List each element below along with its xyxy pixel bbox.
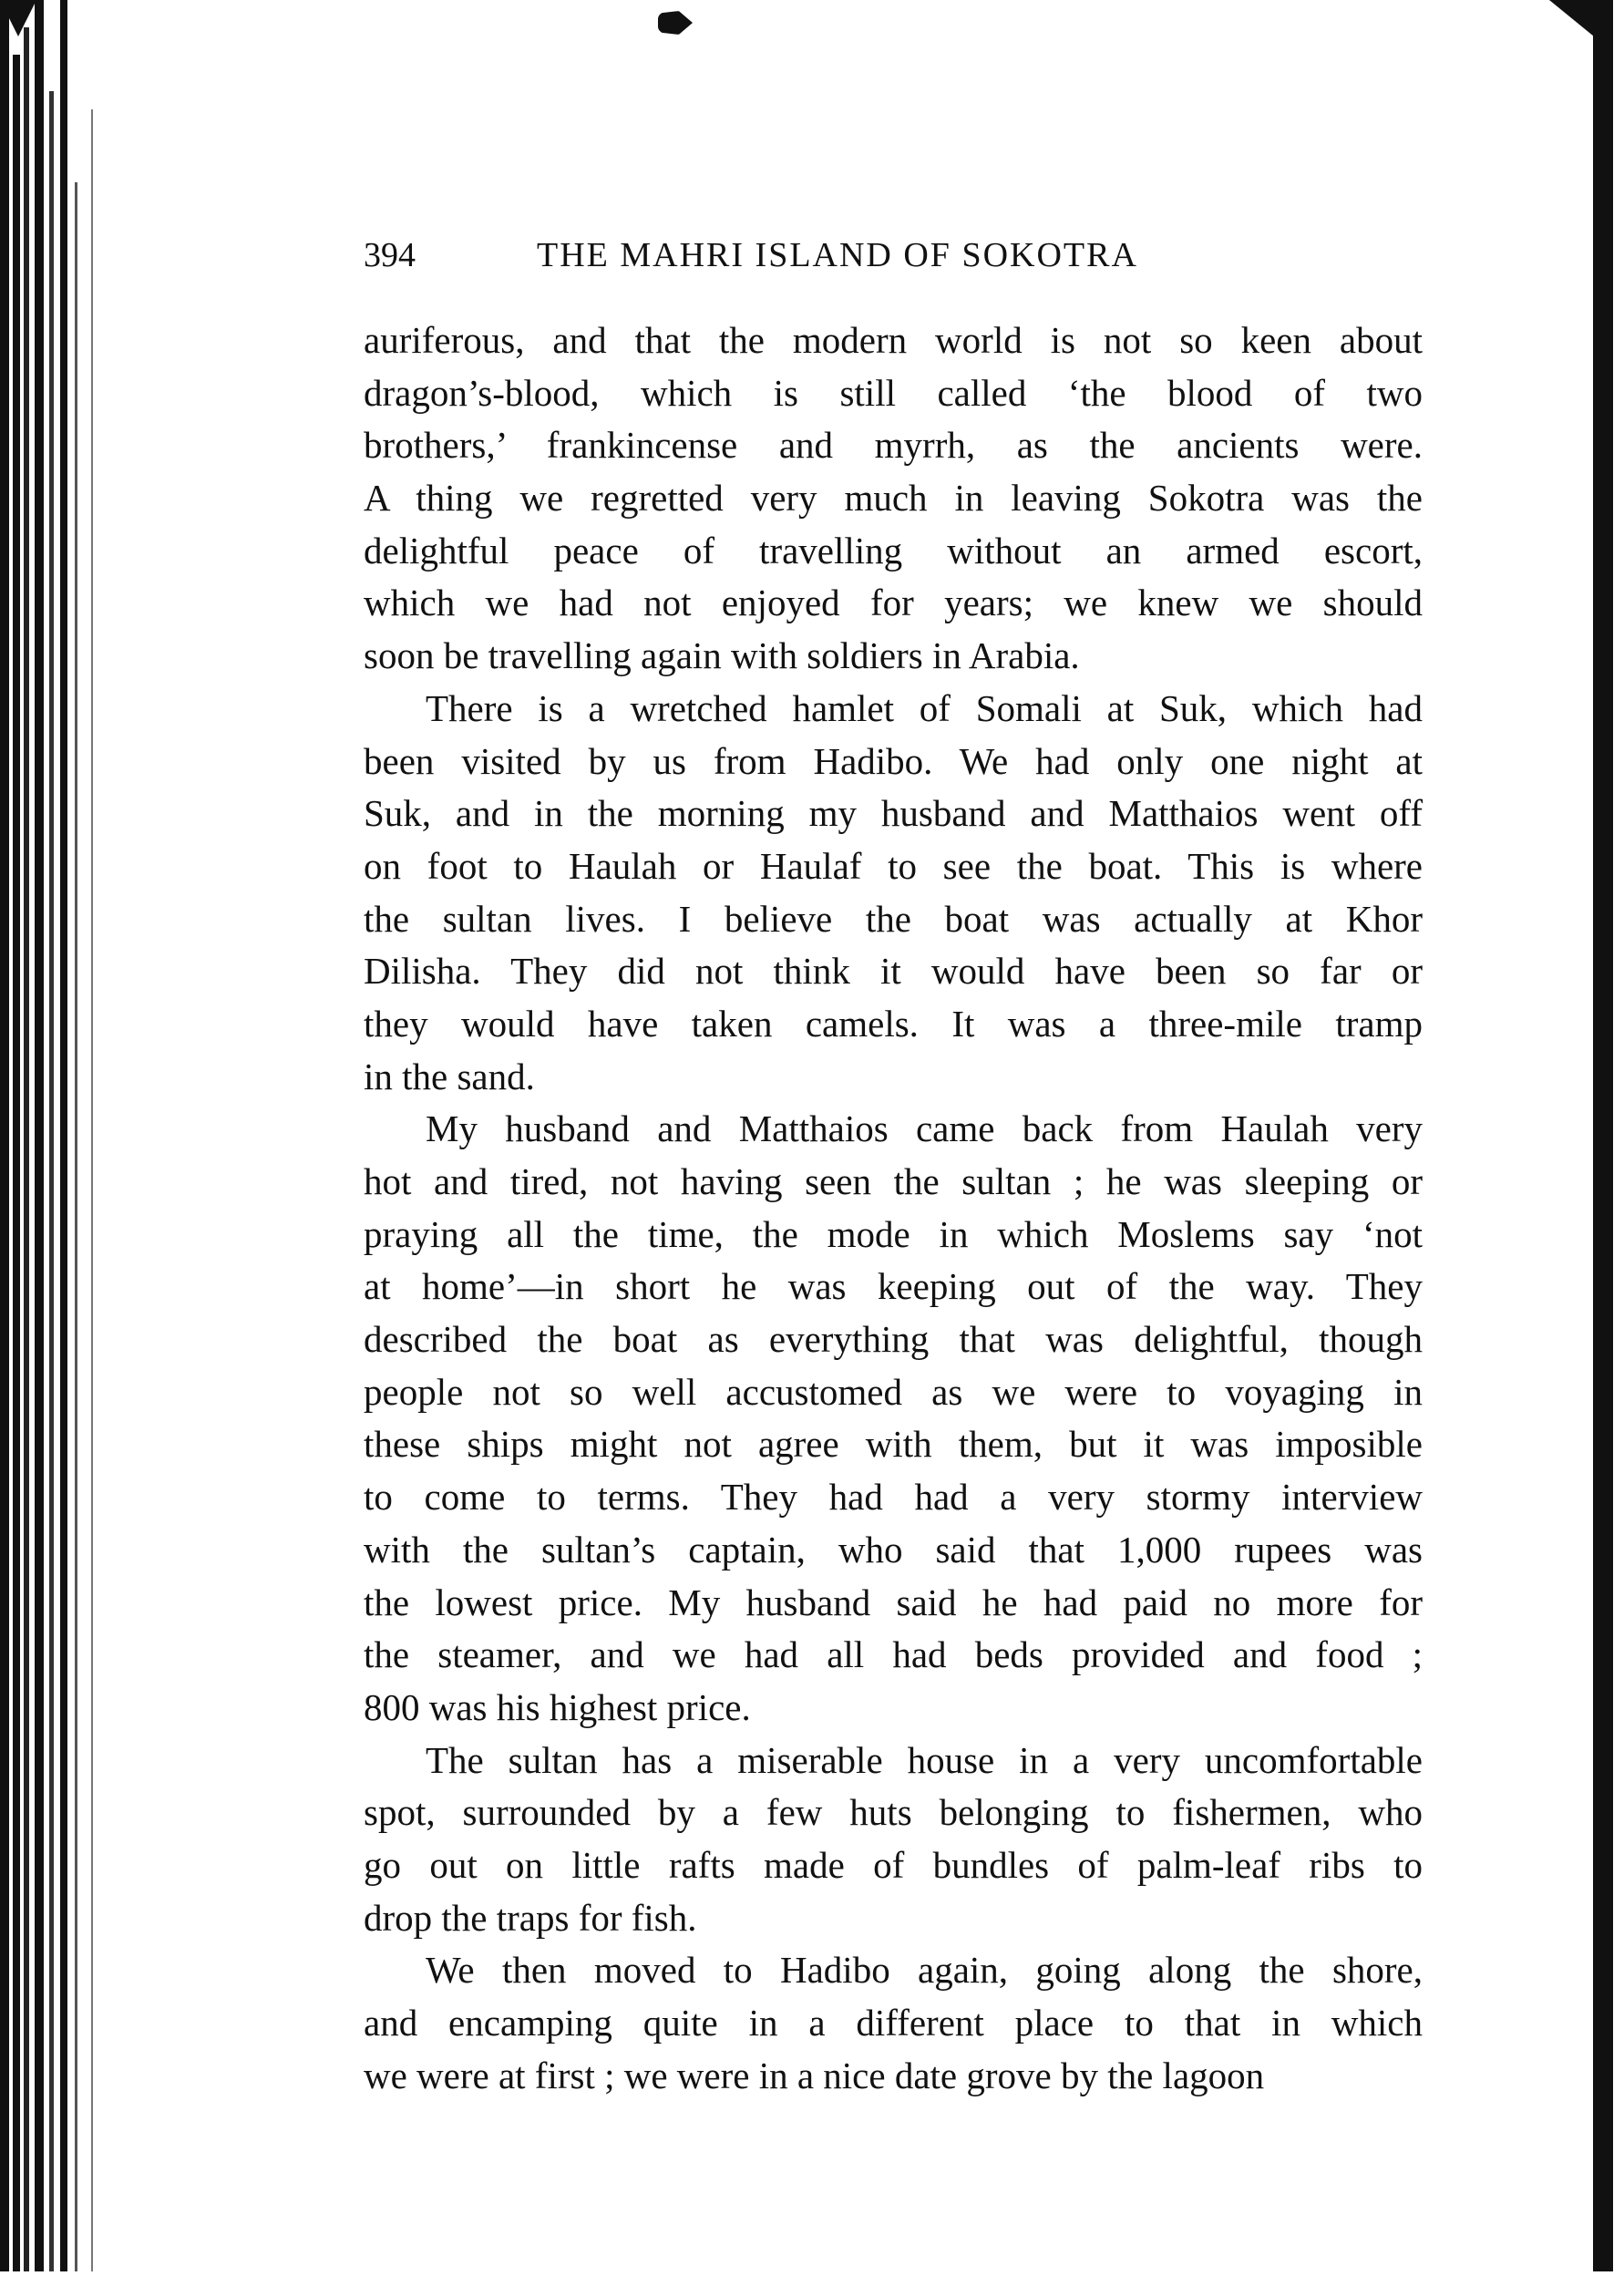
text-line: described the boat as everything that was delightful, though <box>364 1318 1423 1361</box>
text-line: at home’—in short he was keeping out of the way. They <box>364 1265 1423 1308</box>
text-line: drop the traps for fish. <box>364 1896 697 1939</box>
text-line: with the sultan’s captain, who said that 1,000 rupees was <box>364 1528 1423 1571</box>
text-line: on foot to Haulah or Haulaf to see the boat. This is where <box>364 844 1423 887</box>
text-line: the steamer, and we had all had beds provided and food ; <box>364 1633 1423 1676</box>
text-line: go out on little rafts made of bundles of palm-leaf ribs to <box>364 1843 1423 1886</box>
paragraph <box>364 1735 1423 1945</box>
text-line: Suk, and in the morning my husband and Matthaios went off <box>364 792 1423 835</box>
book-binding-edge <box>0 0 118 2271</box>
text-line: We then moved to Hadibo again, going along the shore, <box>426 1949 1423 1992</box>
text-line: My husband and Matthaios came back from Haulah very <box>426 1107 1423 1150</box>
text-line: the lowest price. My husband said he had paid no more for <box>364 1581 1423 1623</box>
text-line: the sultan lives. I believe the boat was actually at Khor <box>364 897 1423 940</box>
text-line: hot and tired, not having seen the sultan ; he was sleeping or <box>364 1160 1423 1202</box>
text-line: The sultan has a miserable house in a very uncomfortable <box>426 1738 1423 1781</box>
text-line: been visited by us from Hadibo. We had only one night at <box>364 739 1423 782</box>
text-line: in the sand. <box>364 1055 535 1097</box>
text-line: to come to terms. They had had a very stormy interview <box>364 1476 1423 1519</box>
text-line: A thing we regretted very much in leaving Sokotra was the <box>364 477 1423 520</box>
page-number: 394 <box>364 236 416 274</box>
text-line: we were at first ; we were in a nice date grove by the lagoon <box>364 2054 1265 2096</box>
paragraph <box>364 1103 1423 1734</box>
text-line: brothers,’ frankincense and myrrh, as the ancients were. <box>364 424 1423 467</box>
text-line: delightful peace of travelling without an armed escort, <box>364 529 1423 572</box>
text-line: 800 was his highest price. <box>364 1685 751 1728</box>
right-page-edge <box>1593 0 1613 2271</box>
text-line: dragon’s-blood, which is still called ‘the blood of two <box>364 371 1423 414</box>
text-line: soon be travelling again with soldiers in Arabia. <box>364 634 1080 677</box>
page-body <box>364 314 1423 2102</box>
text-line: which we had not enjoyed for years; we knew we should <box>364 582 1423 624</box>
text-line: There is a wretched hamlet of Somali at Suk, which had <box>426 686 1423 729</box>
ink-mark <box>658 11 693 35</box>
running-header <box>364 235 1275 276</box>
binding-shadow-icon <box>0 0 118 2271</box>
text-line: spot, surrounded by a few huts belonging to fishermen, who <box>364 1791 1423 1834</box>
text-line: these ships might not agree with them, but it was imposible <box>364 1423 1423 1466</box>
text-line: Dilisha. They did not think it would have been so far or <box>364 950 1423 993</box>
paragraph <box>364 683 1423 1104</box>
text-line: people not so well accustomed as we were to voyaging in <box>364 1370 1423 1413</box>
text-line: praying all the time, the mode in which Moslems say ‘not <box>364 1212 1423 1255</box>
running-title: THE MAHRI ISLAND OF SOKOTRA <box>537 236 1138 274</box>
paragraph <box>364 314 1423 683</box>
text-line: they would have taken camels. It was a three-mile tramp <box>364 1002 1423 1045</box>
text-line: and encamping quite in a different place to that in which <box>364 2002 1423 2044</box>
paragraph <box>364 1944 1423 2102</box>
text-line: auriferous, and that the modern world is not so keen about <box>364 319 1423 361</box>
